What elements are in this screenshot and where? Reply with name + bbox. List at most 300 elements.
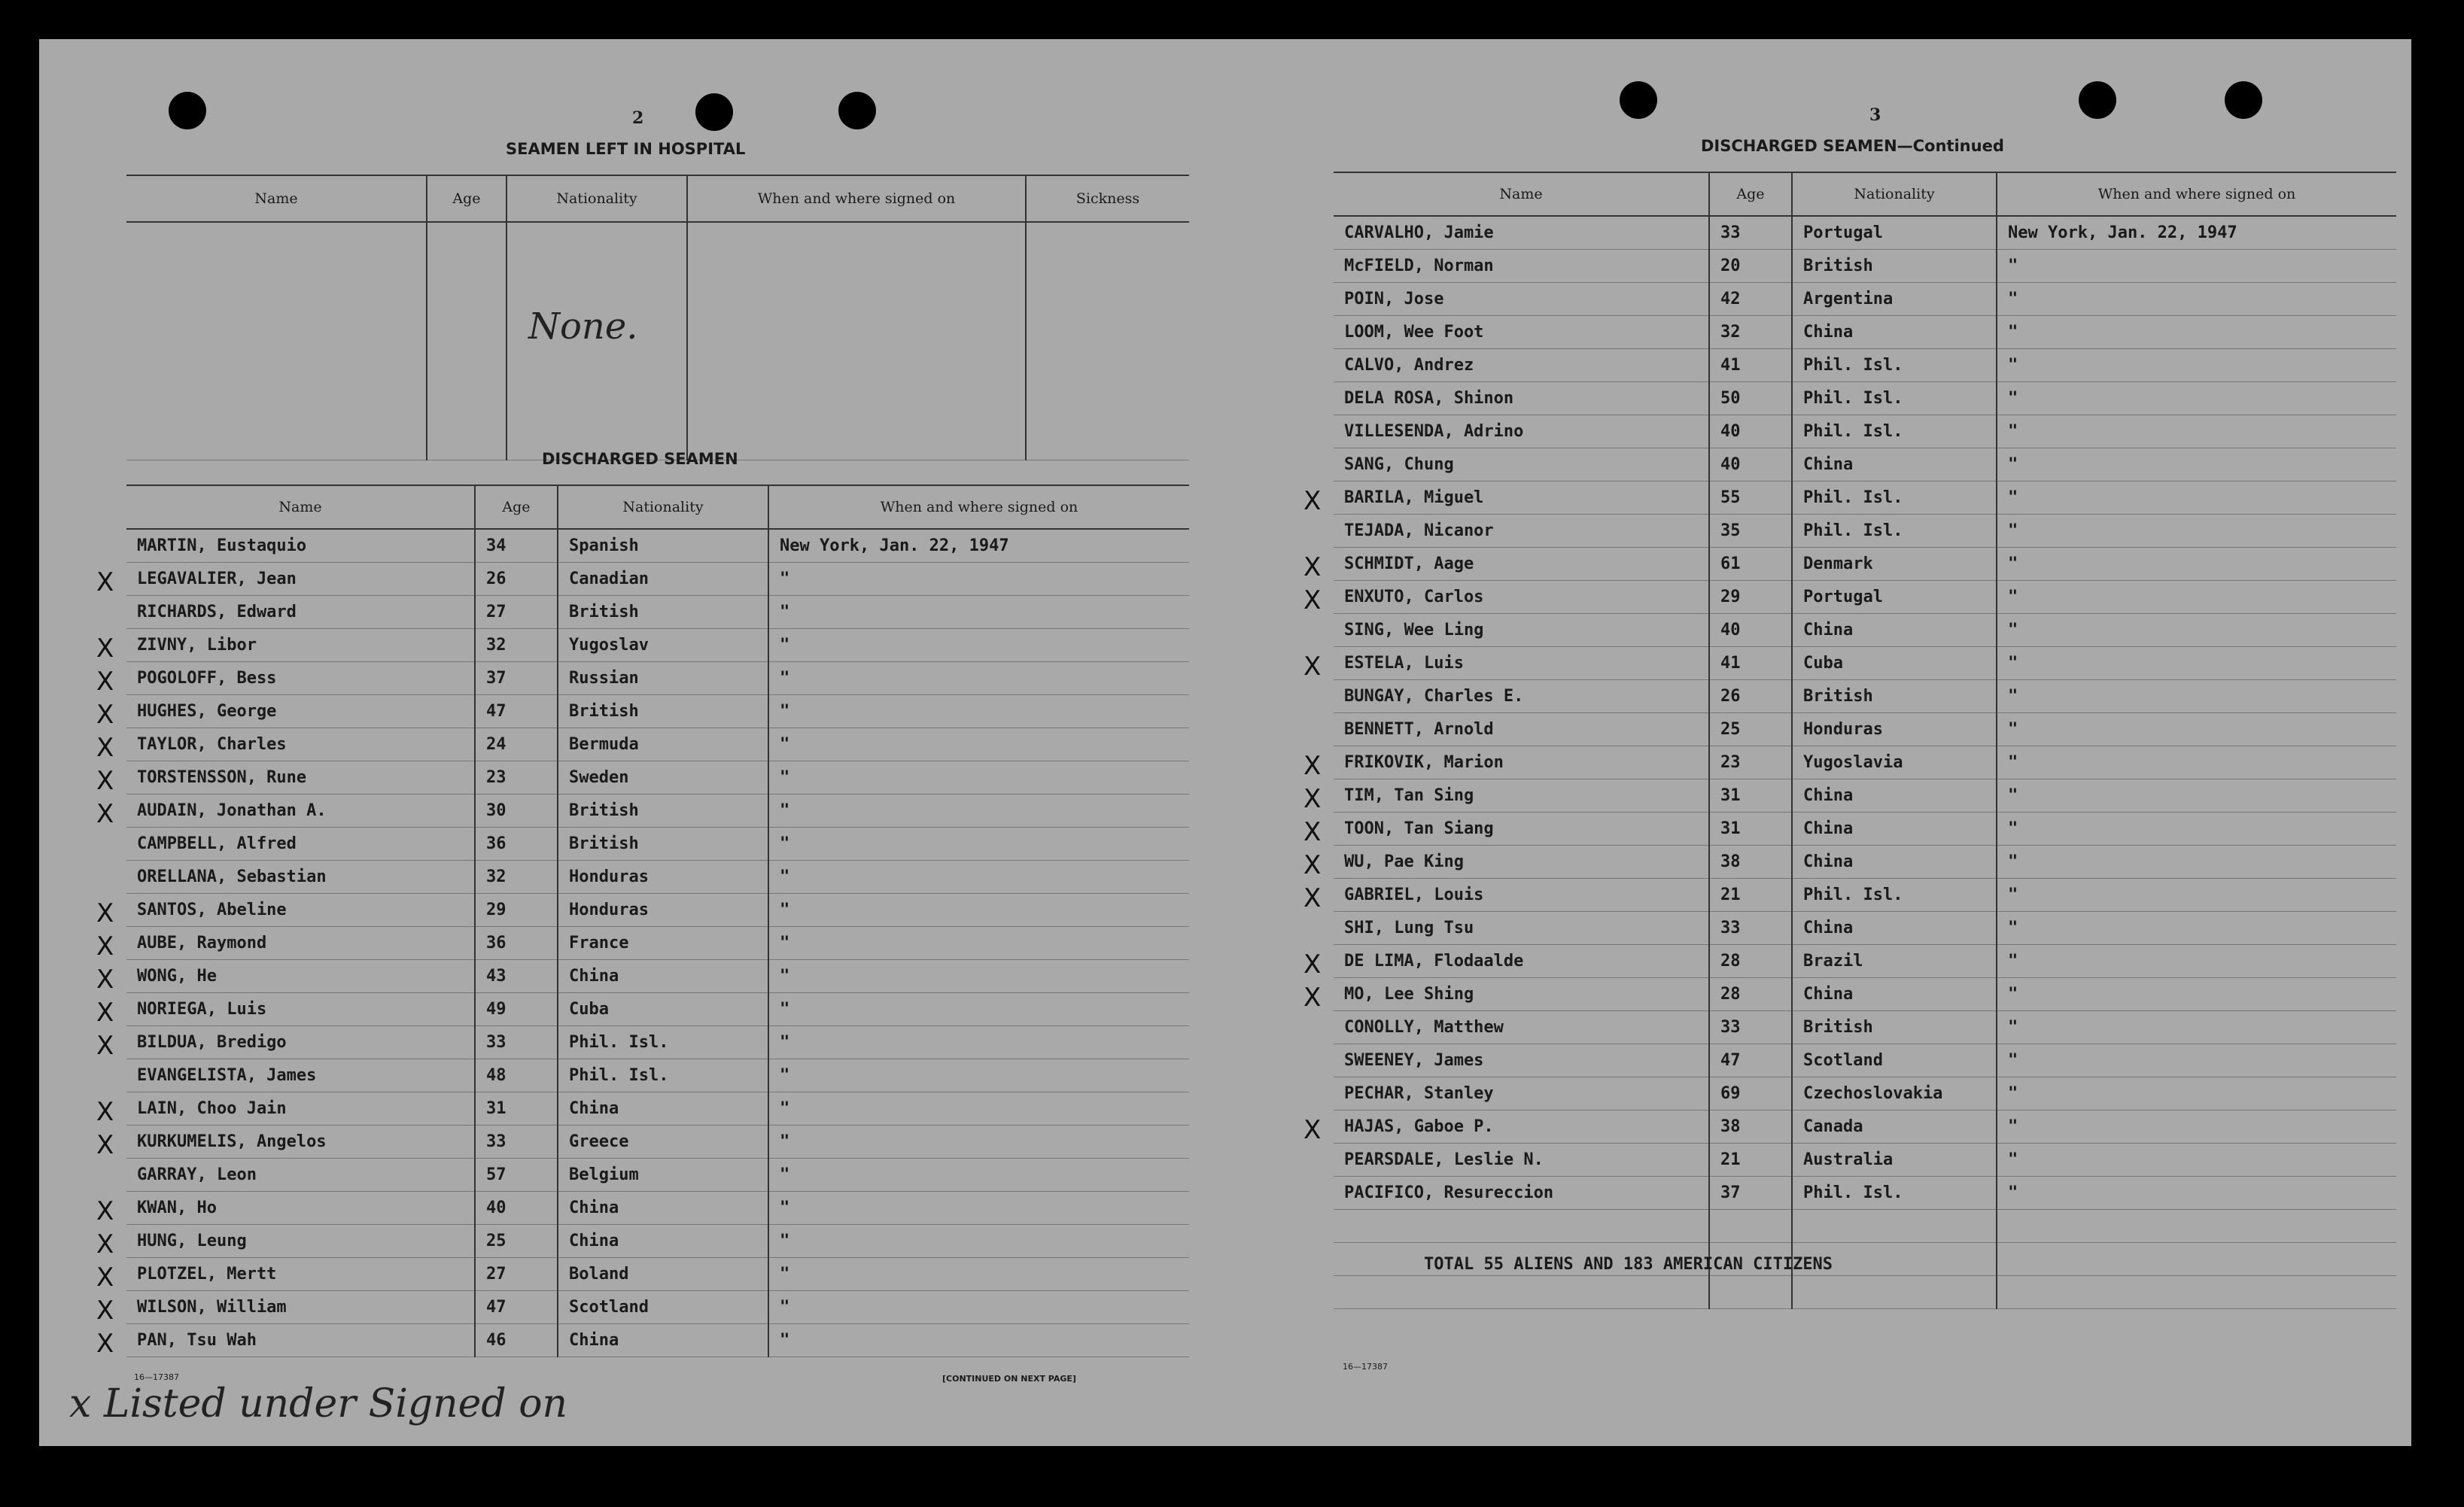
cell-age: 31 [475,1092,558,1125]
cell-signed: " [1997,911,2396,944]
cell-age: 50 [1709,381,1792,415]
cell-signed: " [768,694,1189,728]
cell-age: 35 [1709,514,1792,547]
cell-age: 30 [475,794,558,827]
table-row [126,860,1189,893]
cell-nationality: Denmark [1792,547,1997,580]
cell-age: 49 [475,992,558,1025]
table-row [126,1224,1189,1257]
check-mark: X [1303,750,1322,781]
cell-nationality: British [558,694,768,728]
cell-age: 33 [1709,911,1792,944]
check-mark: X [96,1030,114,1061]
table-row [126,1059,1189,1092]
cell-name [1303,878,1709,913]
seaman-name: POGOLOFF, Bess [137,668,277,688]
cell-name [1303,746,1709,781]
seaman-name: PAN, Tsu Wah [137,1330,257,1350]
cell-nationality: Honduras [1792,712,1997,746]
right-page [1258,39,2411,1446]
cell-age: 38 [1709,1110,1792,1143]
cell-age: 36 [475,827,558,860]
seaman-name: MARTIN, Eustaquio [137,536,307,555]
cell-signed: " [768,1257,1189,1290]
check-mark: X [96,997,114,1028]
cell-nationality: China [1792,448,1997,481]
cell-name [1334,216,1709,249]
table-row [1334,911,2396,944]
cell-signed: " [1997,514,2396,547]
seaman-name: WONG, He [137,966,217,986]
cell-age: 42 [1709,282,1792,315]
cell-name [96,661,475,697]
cell-signed: " [1997,944,2396,977]
cell-signed: New York, Jan. 22, 1947 [1997,216,2396,249]
seaman-name: SHI, Lung Tsu [1344,918,1474,937]
cell-age: 47 [475,1290,558,1323]
cell-age: 29 [475,893,558,926]
check-mark: X [96,898,114,928]
cell-signed: " [1997,845,2396,878]
continued-note: [CONTINUED ON NEXT PAGE] [942,1374,1076,1384]
form-number: 16—17387 [134,1372,179,1382]
table-row [1334,481,2396,514]
cell-name [126,595,475,628]
col-name: Name [1334,172,1709,216]
cell-age: 28 [1709,944,1792,977]
cell-age: 33 [1709,1010,1792,1044]
table-row [1334,415,2396,448]
cell-signed: " [1997,348,2396,381]
check-mark: X [96,964,114,995]
table-row [126,628,1189,661]
cell-age: 21 [1709,878,1792,911]
cell-name [1334,911,1709,944]
check-mark: X [1303,883,1322,913]
check-mark: X [96,567,114,597]
cell-age: 25 [1709,712,1792,746]
seaman-name: LOOM, Wee Foot [1344,322,1484,342]
handwritten-none: None. [528,305,638,348]
check-mark: X [96,699,114,730]
cell-signed: " [768,893,1189,926]
table-row [1334,845,2396,878]
cell-age: 37 [475,661,558,694]
seaman-name: SANTOS, Abeline [137,900,287,919]
seaman-name: GABRIEL, Louis [1344,885,1484,904]
cell-signed: " [768,1092,1189,1125]
seaman-name: EVANGELISTA, James [137,1065,317,1085]
seaman-name: SWEENEY, James [1344,1050,1484,1070]
cell-nationality: British [1792,1010,1997,1044]
discharged-continued-heading: DISCHARGED SEAMEN—Continued [1701,137,2004,155]
col-sickness: Sickness [1026,175,1189,222]
cell-nationality: Canadian [558,562,768,595]
cell-nationality: Canada [1792,1110,1997,1143]
seaman-name: TIM, Tan Sing [1344,785,1474,805]
cell-name [96,628,475,664]
cell-nationality: Boland [558,1257,768,1290]
cell-signed: " [768,728,1189,761]
cell-name [1334,1176,1709,1209]
cell-name [1303,779,1709,814]
cell-name [1303,812,1709,847]
cell-name [96,926,475,962]
cell-nationality: Belgium [558,1158,768,1191]
seaman-name: AUBE, Raymond [137,933,267,953]
cell-nationality: China [558,1224,768,1257]
cell-name [96,1290,475,1326]
check-mark: X [96,633,114,664]
seaman-name: VILLESENDA, Adrino [1344,421,1524,441]
cell-nationality: China [1792,911,1997,944]
check-mark: X [96,765,114,796]
cell-age: 41 [1709,348,1792,381]
cell-signed: " [768,661,1189,694]
cell-signed: " [1997,1044,2396,1077]
table-row [1334,812,2396,845]
cell-name [96,694,475,730]
seaman-name: HAJAS, Gaboe P. [1344,1117,1494,1136]
cell-signed: " [1997,878,2396,911]
table-row [1334,679,2396,712]
table-row [1334,1010,2396,1044]
cell-age: 40 [1709,613,1792,646]
check-mark: X [1303,1114,1322,1145]
cell-signed: " [768,959,1189,992]
cell-name [126,1059,475,1092]
cell-age: 55 [1709,481,1792,514]
cell-name [96,1092,475,1127]
table-row [1334,1077,2396,1110]
cell-signed: " [768,1290,1189,1323]
table-row [1334,646,2396,679]
cell-name [1303,845,1709,880]
cell-signed: " [1997,282,2396,315]
cell-name [1334,1143,1709,1176]
check-mark: X [96,931,114,962]
check-mark: X [96,732,114,763]
cell-age: 32 [475,860,558,893]
col-nationality: Nationality [506,175,687,222]
cell-age: 47 [475,694,558,728]
table-row [126,893,1189,926]
seaman-name: PACIFICO, Resureccion [1344,1183,1554,1202]
table-row [126,1191,1189,1224]
cell-signed: " [1997,1077,2396,1110]
cell-age: 28 [1709,977,1792,1010]
col-age: Age [475,485,558,529]
check-mark: X [96,1129,114,1160]
form-number: 16—17387 [1343,1362,1388,1372]
table-row [126,595,1189,628]
seaman-name: BILDUA, Bredigo [137,1032,287,1052]
cell-age: 20 [1709,249,1792,282]
check-mark: X [1303,551,1322,582]
seaman-name: BENNETT, Arnold [1344,719,1494,739]
cell-name [1303,977,1709,1013]
cell-signed: " [768,1158,1189,1191]
check-mark: X [1303,485,1322,516]
cell-name [1334,712,1709,746]
cell-name [1334,514,1709,547]
table-row [1334,448,2396,481]
cell-name [96,562,475,597]
cell-nationality: British [558,595,768,628]
cell-nationality: China [1792,779,1997,812]
hospital-heading: SEAMEN LEFT IN HOSPITAL [506,140,746,158]
cell-signed: " [768,761,1189,794]
cell-nationality: Yugoslav [558,628,768,661]
seaman-name: KWAN, Ho [137,1198,217,1217]
cell-signed: " [768,827,1189,860]
cell-name [1303,944,1709,980]
check-mark: X [1303,816,1322,847]
cell-nationality: Portugal [1792,580,1997,613]
cell-age: 46 [475,1323,558,1357]
cell-age: 24 [475,728,558,761]
discharged-heading: DISCHARGED SEAMEN [542,450,738,468]
cell-age: 29 [1709,580,1792,613]
cell-name [1303,481,1709,516]
cell-nationality: China [1792,845,1997,878]
table-row [1334,878,2396,911]
col-nationality: Nationality [558,485,768,529]
col-nationality: Nationality [1792,172,1997,216]
cell-name [1334,1044,1709,1077]
cell-nationality: Phil. Isl. [558,1025,768,1059]
cell-age: 26 [475,562,558,595]
cell-signed: " [1997,712,2396,746]
cell-age: 48 [475,1059,558,1092]
cell-name [1334,415,1709,448]
cell-name [96,1125,475,1160]
cell-age: 40 [1709,448,1792,481]
seaman-name: AUDAIN, Jonathan A. [137,801,327,820]
cell-nationality: Czechoslovakia [1792,1077,1997,1110]
cell-nationality: Russian [558,661,768,694]
seaman-name: CARVALHO, Jamie [1344,223,1494,242]
cell-name [96,761,475,796]
seaman-name: SING, Wee Ling [1344,620,1484,640]
cell-signed: " [1997,679,2396,712]
cell-nationality: China [558,1092,768,1125]
cell-age: 57 [475,1158,558,1191]
cell-age: 26 [1709,679,1792,712]
check-mark: X [96,1229,114,1259]
table-row [126,562,1189,595]
table-row [1334,977,2396,1010]
cell-age: 27 [475,595,558,628]
cell-nationality: Cuba [558,992,768,1025]
cell-name [1303,547,1709,582]
page-number: 2 [632,108,644,128]
table-row [1334,216,2396,249]
cell-name [1334,1077,1709,1110]
cell-nationality: Phil. Isl. [1792,514,1997,547]
cell-signed: " [1997,381,2396,415]
cell-age: 41 [1709,646,1792,679]
cell-nationality: Phil. Isl. [1792,1176,1997,1209]
check-mark: X [96,1196,114,1226]
table-row [126,661,1189,694]
cell-name [96,959,475,995]
cell-name [96,1224,475,1259]
cell-nationality: China [558,1191,768,1224]
table-row [1334,282,2396,315]
cell-signed: " [1997,977,2396,1010]
table-row [1334,712,2396,746]
seaman-name: POIN, Jose [1344,289,1444,308]
cell-signed: " [768,1025,1189,1059]
cell-nationality: Sweden [558,761,768,794]
cell-name [1334,448,1709,481]
cell-signed: " [768,860,1189,893]
seaman-name: DELA ROSA, Shinon [1344,388,1514,408]
seaman-name: TEJADA, Nicanor [1344,521,1494,540]
cell-age: 27 [475,1257,558,1290]
table-row [1334,779,2396,812]
cell-age: 47 [1709,1044,1792,1077]
total-line: TOTAL 55 ALIENS AND 183 AMERICAN CITIZENS [1424,1255,1833,1274]
seaman-name: TAYLOR, Charles [137,734,287,754]
table-row [126,728,1189,761]
table-row [126,926,1189,959]
cell-nationality: Phil. Isl. [1792,481,1997,514]
cell-name [126,860,475,893]
cell-signed: " [768,1191,1189,1224]
seaman-name: McFIELD, Norman [1344,256,1494,275]
table-row [126,1290,1189,1323]
cell-age: 40 [1709,415,1792,448]
seaman-name: SCHMIDT, Aage [1344,554,1474,573]
cell-signed: " [1997,448,2396,481]
cell-signed: " [1997,1110,2396,1143]
seaman-name: ZIVNY, Libor [137,635,257,655]
col-signed: When and where signed on [768,485,1189,529]
table-row [126,794,1189,827]
seaman-name: LAIN, Choo Jain [137,1098,287,1118]
cell-nationality: British [1792,249,1997,282]
cell-name [1334,613,1709,646]
table-row [1334,514,2396,547]
handwritten-footer: x Listed under Signed on [69,1381,568,1426]
cell-age: 33 [475,1025,558,1059]
table-row [1334,315,2396,348]
seaman-name: CALVO, Andrez [1344,355,1474,375]
cell-name [126,1158,475,1191]
table-row [1334,580,2396,613]
seaman-name: PLOTZEL, Mertt [137,1264,277,1284]
cell-name [96,794,475,829]
cell-name [96,893,475,928]
cell-signed: " [1997,315,2396,348]
cell-name [96,992,475,1028]
table-row [126,1323,1189,1357]
cell-signed: " [768,926,1189,959]
cell-signed: " [1997,646,2396,679]
table-row [126,992,1189,1025]
cell-age: 34 [475,529,558,562]
cell-name [1334,679,1709,712]
table-row [1334,348,2396,381]
cell-nationality: China [1792,315,1997,348]
cell-nationality: Scotland [558,1290,768,1323]
cell-nationality: Brazil [1792,944,1997,977]
seaman-name: DE LIMA, Flodaalde [1344,951,1524,971]
cell-name [96,728,475,763]
cell-age: 32 [1709,315,1792,348]
check-mark: X [1303,949,1322,980]
table-row [1334,381,2396,415]
table-row [1334,547,2396,580]
seaman-name: BARILA, Miguel [1344,488,1484,507]
discharged-table [96,485,1189,1359]
table-row [1334,613,2396,646]
cell-signed: " [768,992,1189,1025]
cell-nationality: Honduras [558,893,768,926]
cell-age: 25 [475,1224,558,1257]
seaman-name: ORELLANA, Sebastian [137,867,327,886]
table-row [1334,1110,2396,1143]
table-row [126,1257,1189,1290]
cell-name [1303,646,1709,682]
seaman-name: ESTELA, Luis [1344,653,1464,673]
cell-nationality: China [1792,977,1997,1010]
cell-nationality: Phil. Isl. [1792,878,1997,911]
table-row [1334,249,2396,282]
cell-age: 31 [1709,812,1792,845]
cell-signed: " [1997,613,2396,646]
col-name: Name [126,175,427,222]
cell-age: 69 [1709,1077,1792,1110]
cell-signed: " [1997,779,2396,812]
cell-name [1334,249,1709,282]
cell-age: 23 [475,761,558,794]
seaman-name: RICHARDS, Edward [137,602,297,621]
document-scan [39,39,2411,1446]
seaman-name: LEGAVALIER, Jean [137,569,297,588]
cell-name [96,1191,475,1226]
cell-nationality: China [558,959,768,992]
table-row [1334,1176,2396,1209]
cell-nationality: Phil. Isl. [1792,381,1997,415]
cell-nationality: British [558,827,768,860]
cell-name [1334,381,1709,415]
cell-nationality: Phil. Isl. [558,1059,768,1092]
check-mark: X [1303,783,1322,814]
cell-age: 40 [475,1191,558,1224]
seaman-name: SANG, Chung [1344,454,1454,474]
cell-signed: " [1997,580,2396,613]
table-row [126,761,1189,794]
check-mark: X [1303,849,1322,880]
col-age: Age [1709,172,1792,216]
cell-nationality: Spanish [558,529,768,562]
cell-nationality: Phil. Isl. [1792,348,1997,381]
check-mark: X [1303,982,1322,1013]
cell-signed: " [1997,746,2396,779]
cell-nationality: Cuba [1792,646,1997,679]
table-row [126,959,1189,992]
cell-signed: " [768,1224,1189,1257]
seaman-name: HUGHES, George [137,701,277,721]
cell-age: 23 [1709,746,1792,779]
seaman-name: CAMPBELL, Alfred [137,834,297,853]
cell-name [126,827,475,860]
table-row [126,1125,1189,1158]
seaman-name: PEARSDALE, Leslie N. [1344,1150,1544,1169]
